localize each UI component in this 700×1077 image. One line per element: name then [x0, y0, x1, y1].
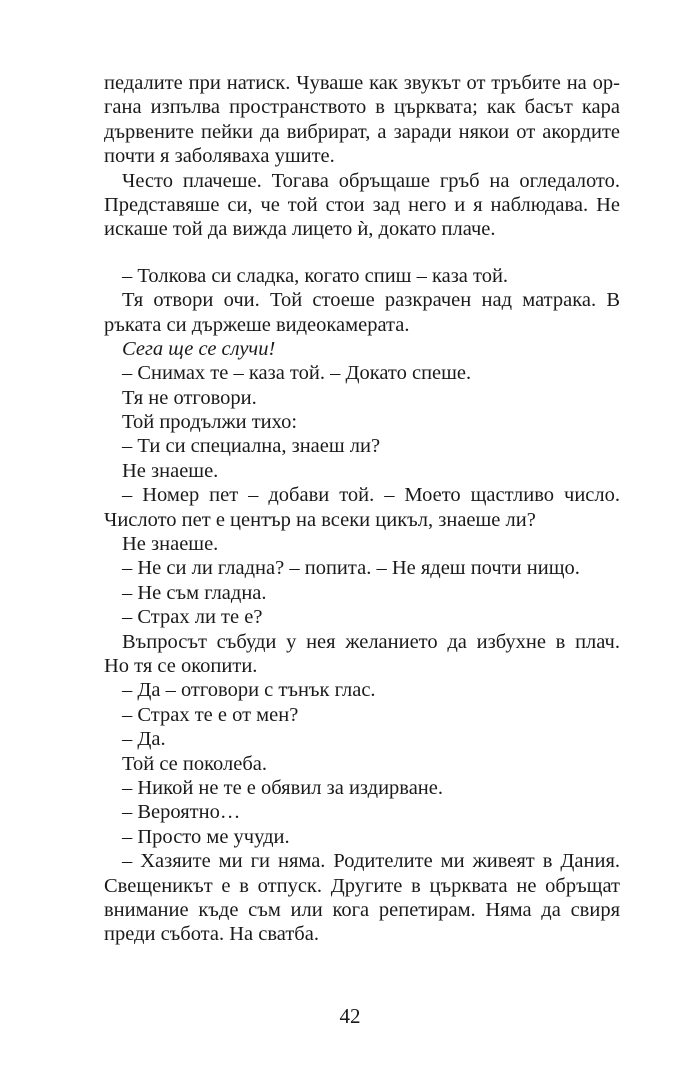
text-line: – Толкова си сладка, когато спиш – каза той. [122, 264, 509, 287]
text-line: почти я заболяваха ушите. [104, 145, 335, 168]
text-line: Той се поколеба. [122, 752, 268, 775]
page-text-block [104, 71, 620, 947]
text-line: Но тя се окопити. [104, 654, 258, 677]
text-line: – Никой не те е обявил за издирване. [122, 776, 443, 799]
text-line: гана изпълва пространството в църквата; как басът кара [104, 96, 620, 119]
text-line: преди събота. На сватба. [104, 923, 319, 946]
text-line: – Хазяите ми ги няма. Родителите ми живеят в Дания. [122, 850, 620, 873]
page-number: 42 [339, 1004, 361, 1028]
text-line: Въпросът събуди у нея желанието да избухне в плач. [122, 630, 620, 653]
text-line: – Просто ме учуди. [122, 825, 290, 848]
text-line-italic: Сега ще се случи! [122, 337, 276, 360]
text-line: Не знаеше. [122, 533, 219, 556]
text-line: педалите при натиск. Чуваше как звукът от тръбите на ор- [104, 72, 620, 94]
text-line: – Ти си специална, знаеш ли? [122, 435, 381, 458]
text-line: – Вероятно… [122, 801, 241, 824]
text-line: Не знаеше. [122, 459, 219, 482]
text-line: Представяше си, че той стои зад него и я наблюдава. Не [104, 193, 620, 216]
text-line: Свещеникът е в отпуск. Другите в църквата не обръщат [104, 874, 620, 897]
text-line: – Да – отговори с тънък глас. [122, 679, 376, 702]
text-line: – Не съм гладна. [122, 581, 267, 604]
text-line: искаше той да вижда лицето ѝ, докато плаче. [104, 218, 496, 241]
text-line: Тя отвори очи. Той стоеше разкрачен над матрака. В [122, 289, 620, 312]
text-line: – Страх те е от мен? [122, 703, 299, 726]
text-line: – Снимах те – каза той. – Докато спеше. [122, 362, 472, 385]
text-line: – Номер пет – добави той. – Моето щастливо число. [122, 484, 620, 507]
text-line: дървените пейки да вибрират, а заради някои от акордите [104, 120, 620, 143]
text-line: – Не си ли гладна? – попита. – Не ядеш почти нищо. [122, 557, 580, 580]
text-line: – Да. [122, 728, 166, 751]
section-break [104, 242, 620, 264]
text-line: ръката си държеше видеокамерата. [104, 313, 410, 336]
text-line: Често плачеше. Тогава обръщаше гръб на огледалото. [122, 169, 620, 192]
text-line: Тя не отговори. [122, 386, 257, 409]
text-line: – Страх ли те е? [122, 606, 263, 629]
text-line: Той продължи тихо: [122, 411, 298, 434]
text-line: внимание къде съм или кога репетирам. Няма да свиря [104, 898, 620, 921]
text-line: Числото пет е център на всеки цикъл, знаеше ли? [104, 508, 536, 531]
